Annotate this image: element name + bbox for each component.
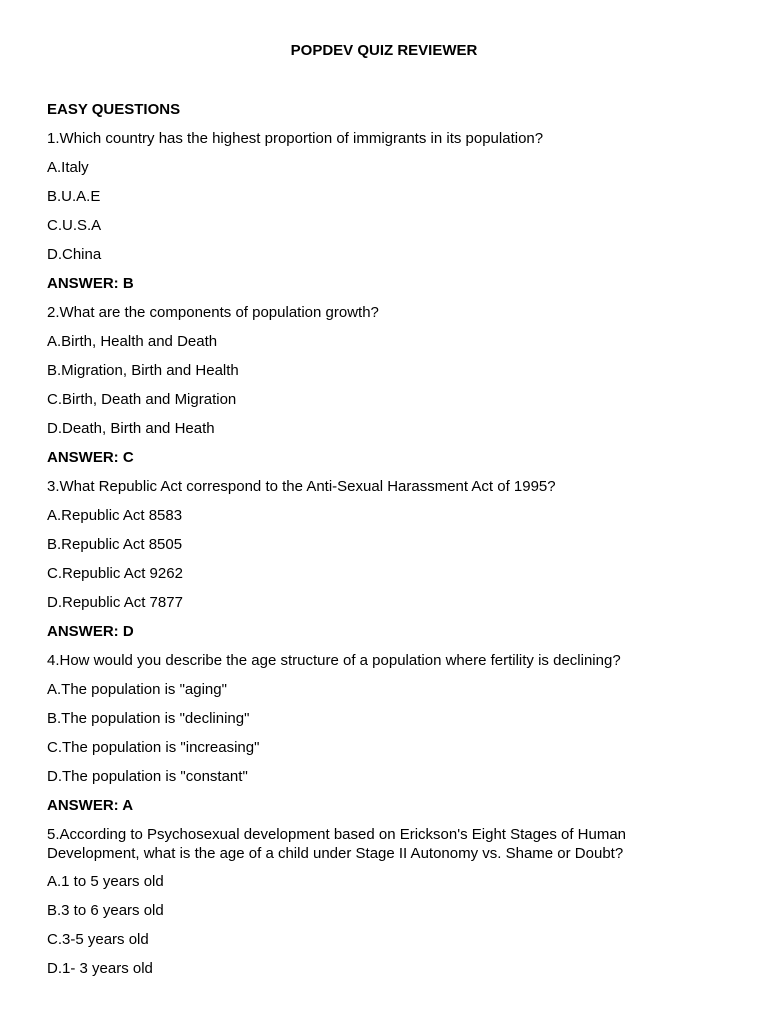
question-3-option-d: D.Republic Act 7877 <box>47 594 183 611</box>
question-4-text: 4.How would you describe the age structure of a population where fertility is declining? <box>47 652 621 669</box>
question-3-option-a: A.Republic Act 8583 <box>47 507 183 524</box>
document-content <box>47 100 707 988</box>
question-5-option-c: C.3-5 years old <box>47 931 149 948</box>
question-2-text: 2.What are the components of population growth? <box>47 304 379 321</box>
question-4-option-c: C.The population is "increasing" <box>47 739 260 756</box>
question-1-answer: ANSWER: B <box>47 275 134 292</box>
question-1-option-c: C.U.S.A <box>47 217 102 234</box>
question-3-option-c: C.Republic Act 9262 <box>47 565 183 582</box>
question-3-text: 3.What Republic Act correspond to the Anti-Sexual Harassment Act of 1995? <box>47 478 556 495</box>
question-1-option-d: D.China <box>47 246 102 263</box>
question-2-option-c: C.Birth, Death and Migration <box>47 391 237 408</box>
section-heading: EASY QUESTIONS <box>47 101 181 118</box>
question-1-option-a: A.Italy <box>47 159 89 176</box>
question-3-answer: ANSWER: D <box>47 623 134 640</box>
question-5-option-a: A.1 to 5 years old <box>47 873 164 890</box>
document-title: POPDEV QUIZ REVIEWER <box>290 42 478 59</box>
question-2-option-d: D.Death, Birth and Heath <box>47 420 215 437</box>
question-4-option-d: D.The population is "constant" <box>47 768 248 785</box>
question-1-text: 1.Which country has the highest proportion of immigrants in its population? <box>47 130 544 147</box>
question-3-option-b: B.Republic Act 8505 <box>47 536 183 553</box>
question-2-option-b: B.Migration, Birth and Health <box>47 362 239 379</box>
question-5-option-d: D.1- 3 years old <box>47 960 153 977</box>
question-5-option-b: B.3 to 6 years old <box>47 902 164 919</box>
question-4-option-a: A.The population is "aging" <box>47 681 227 698</box>
question-1-option-b: B.U.A.E <box>47 188 101 205</box>
question-2-option-a: A.Birth, Health and Death <box>47 333 218 350</box>
question-4-answer: ANSWER: A <box>47 797 134 814</box>
question-5-text: 5.According to Psychosexual development based on Erickson's Eight Stages of Human Development, what is the age of a child under Stage II Autonomy vs. Shame or Doubt? <box>47 826 627 862</box>
question-2-answer: ANSWER: C <box>47 449 134 466</box>
question-4-option-b: B.The population is "declining" <box>47 710 250 727</box>
